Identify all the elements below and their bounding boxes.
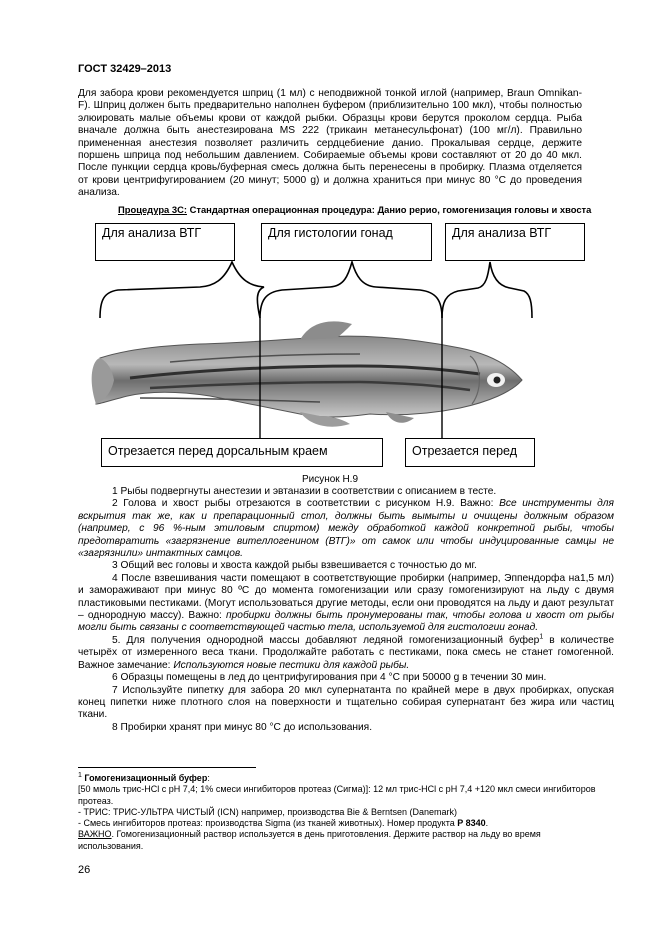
footnote-line-3: [78, 818, 598, 829]
footnote-line-4: [78, 829, 598, 852]
label-cut-front: Отрезается перед: [405, 438, 535, 467]
footnote-title-colon: :: [207, 773, 210, 783]
figure-caption: Рисунок Н.9: [301, 474, 359, 485]
step-3: 3 Общий вес головы и хвоста каждой рыбы взвешивается с точностью до мг.: [112, 560, 477, 572]
label-vtg-right: Для анализа ВТГ: [445, 223, 585, 261]
bracket-middle: [260, 262, 442, 318]
step-2-italic: Все инструменты для вскрытия так же, как и препарационный стол, должны быть вымыты и очищены должным образом (например, с 96 %-ным этиловым спиртом) между обработкой каждой конкретной рыбы, чтобы предотвратить «загрязнение вителлогенином (ВТГ)» от самок или чтобы индуцированные самцы не «загрязнили» интактных самцов.: [78, 498, 614, 560]
step-8: 8 Пробирки хранят при минус 80 °С до использования.: [112, 721, 373, 733]
intro-paragraph: Для забора крови рекомендуется шприц (1 мл) с неподвижной тонкой иглой (например, Braun Omnikan-F). Шприц должен быть предварительно наполнен буфером (приблизительно 100 мкл), чтобы полностью элюировать малые объемы крови от каждой рыбки. Образцы крови берутся проколом сердца. Рыба вначале должна быть анестезирована MS 222 (трикаин метанесульфонат) (100 мг/л). Правильно примененная анестезия позволяет различить сердцебиение данио. Прокалывая сердце, держите поршень шприца под небольшим давлением. Собираемые объемы крови составляют от 20 до 40 мкл. После пункции сердца кровь/буферная смесь должна быть перенесены в пробирку. Плазма отделяется от крови центрифугированием (20 минут; 5000 g) и должна храниться при минус 80 °С до проведения анализа.: [78, 88, 582, 199]
label-cut-dorsal: Отрезается перед дорсальным краем: [101, 438, 383, 467]
footnote: [78, 773, 598, 852]
product-number: P 8340: [457, 818, 486, 829]
footnote-title: Гомогенизационный буфер: [84, 773, 208, 783]
footnote-title-line: [78, 773, 598, 784]
footnote-line-1: [50 ммоль трис-HCl с pH 7,4; 1% смеси ингибиторов протеаз (Сигма)]: 12 мл трис-HCl с pH 7,4 +120 мкл смеси ингибиторов протеаз.: [78, 784, 596, 806]
step-4: [78, 573, 614, 635]
procedure-title: [78, 204, 618, 215]
step-4-italic: пробирки должны быть пронумерованы так, чтобы голова и хвост от рыбы могли быть связаны с соответствующей частью тела, используемой для гистологии гонад.: [78, 610, 614, 634]
procedure-title-text: Стандартная операционная процедура: Данио рерио, гомогенизация головы и хвоста: [186, 204, 592, 215]
step-5-text: 5. Для получения однородной массы добавляют ледяной гомогенизационный буфер: [112, 634, 540, 646]
document-header: ГОСТ 32429–2013: [78, 63, 172, 75]
step-2-text: 2 Голова и хвост рыбы отрезаются в соответствии с рисунком Н.9. Важно:: [112, 498, 500, 510]
zebrafish-image: [92, 321, 522, 426]
procedure-steps: [78, 486, 614, 734]
page-number: 26: [78, 864, 91, 876]
step-5: [78, 635, 614, 672]
footnote-separator: [78, 767, 256, 768]
footnote-line-2: - ТРИС: ТРИС-УЛЬТРА ЧИСТЫЙ (ICN) например, производства Bie & Berntsen (Danemark): [78, 806, 457, 817]
step-1: 1 Рыбы подвергнуты анестезии и эвтаназии в соответствии с описанием в тесте.: [112, 486, 497, 497]
footnote-line-3-end: .: [485, 818, 489, 829]
step-5-italic: Используются новые пестики для каждой рыбы.: [173, 659, 410, 671]
bracket-head: [442, 262, 532, 318]
step-5-rest: в количестве четырёх от измеренного веса ткани. Продолжайте работать с пестиками, пока смесь не станет гомогенной. Важное замечание:: [78, 634, 614, 671]
step-2: [78, 498, 614, 560]
footnote-line-4-text: . Гомогенизационный раствор используется в день приготовления. Держите раствор на льду во время использования.: [78, 829, 541, 851]
footnote-mark: 1: [78, 772, 82, 779]
step-7: 7 Используйте пипетку для забора 20 мкл супернатанта по крайней мере в двух пробирках, опуская конец пипетки ниже плотного слоя на поверхности и тщательно собирая супернатант без жира или частиц ткани.: [78, 684, 614, 721]
step-4-text: 4 После взвешивания части помещают в соответствующие пробирки (например, Эппендорфа на1,5 мл) и замораживают при минус 80 ºС до момента гомогенизации или сразу гомогенизируют на льду с двумя пластиковыми пестиками. (Могут использоваться другие методы, если они проводятся на льду и дают результат – однородную массу). Важно:: [78, 572, 614, 622]
label-vtg-left: Для анализа ВТГ: [95, 223, 235, 261]
label-gonad-histology: Для гистологии гонад: [261, 223, 432, 261]
bracket-tail: [100, 262, 264, 318]
step-6: 6 Образцы помещены в лед до центрифугирования при 4 °С при 50000 g в течении 30 мин.: [112, 672, 547, 684]
procedure-label: Процедура 3С:: [118, 204, 187, 215]
footnote-line-3-text: - Смесь ингибиторов протеаз: производства Sigma (из тканей животных). Номер продукта: [78, 818, 458, 829]
important-label: ВАЖНО: [78, 829, 112, 840]
footnote-ref: 1: [539, 633, 544, 641]
